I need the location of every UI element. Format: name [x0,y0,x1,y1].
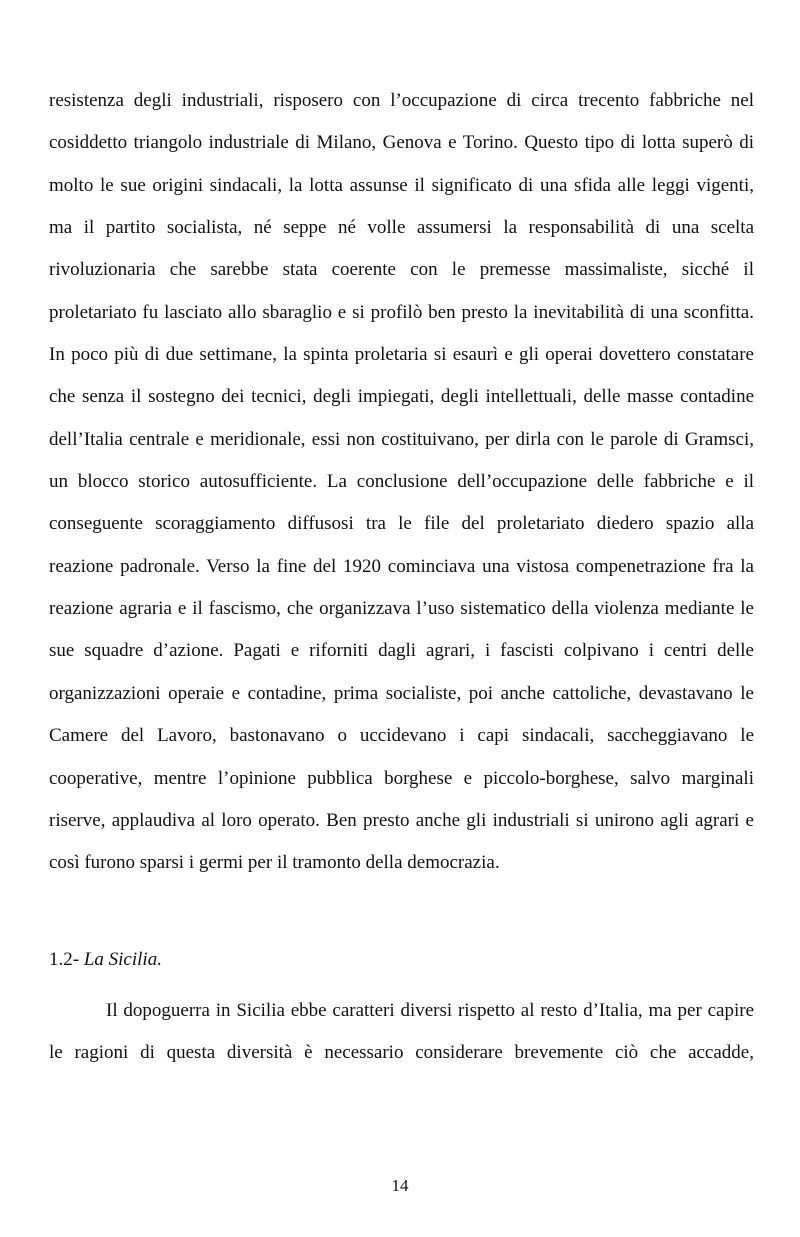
text-line: molto le sue origini sindacali, la lotta assunse il significato di una sfida alle leggi vigenti, [49,174,754,196]
section-number: 1.2- [49,949,80,970]
page-number: 14 [391,1176,409,1195]
text-line: conseguente scoraggiamento diffusosi tra le file del proletariato diedero spazio alla [49,513,754,535]
text-line: Il dopoguerra in Sicilia ebbe caratteri diversi rispetto al resto d’Italia, ma per capire [106,1000,754,1021]
text-line: organizzazioni operaie e contadine, prima socialiste, poi anche cattoliche, devastavano le [49,682,754,704]
text-line: dell’Italia centrale e meridionale, essi non costituivano, per dirla con le parole di Gramsci, [49,428,754,450]
text-line: che senza il sostegno dei tecnici, degli impiegati, degli intellettuali, delle masse contadine [49,386,754,408]
text-line: cooperative, mentre l’opinione pubblica borghese e piccolo-borghese, salvo marginali [49,767,754,789]
text-line: così furono sparsi i germi per il tramonto della democrazia. [49,852,500,874]
text-line: le ragioni di questa diversità è necessario considerare brevemente ciò che accadde, [49,1042,754,1064]
text-line: reazione agraria e il fascismo, che organizzava l’uso sistematico della violenza mediante le [49,598,754,620]
section-heading [49,945,162,975]
text-line: sue squadre d’azione. Pagati e riforniti dagli agrari, i fascisti colpivano i centri delle [49,640,754,662]
text-line: riserve, applaudiva al loro operato. Ben presto anche gli industriali si unirono agli agrari e [49,809,754,831]
text-line: resistenza degli industriali, risposero con l’occupazione di circa trecento fabbriche nel [49,90,754,111]
paragraph-resistenza [49,80,754,885]
text-line: proletariato fu lasciato allo sbaraglio e si profilò ben presto la inevitabilità di una sconfitta. [49,301,754,323]
text-line: cosiddetto triangolo industriale di Milano, Genova e Torino. Questo tipo di lotta superò di [49,132,754,154]
text-line: ma il partito socialista, né seppe né volle assumersi la responsabilità di una scelta [49,217,754,239]
text-line: reazione padronale. Verso la fine del 1920 cominciava una vistosa compenetrazione fra la [49,555,754,577]
text-line: In poco più di due settimane, la spinta proletaria si esaurì e gli operai dovettero constatare [49,344,754,366]
text-line: Camere del Lavoro, bastonavano o uccidevano i capi sindacali, saccheggiavano le [49,725,754,747]
text-line: un blocco storico autosufficiente. La conclusione dell’occupazione delle fabbriche e il [49,471,754,493]
section-title: La Sicilia. [83,949,162,970]
text-line: rivoluzionaria che sarebbe stata coerente con le premesse massimaliste, sicché il [49,259,754,281]
paragraph-dopoguerra [49,990,754,1075]
